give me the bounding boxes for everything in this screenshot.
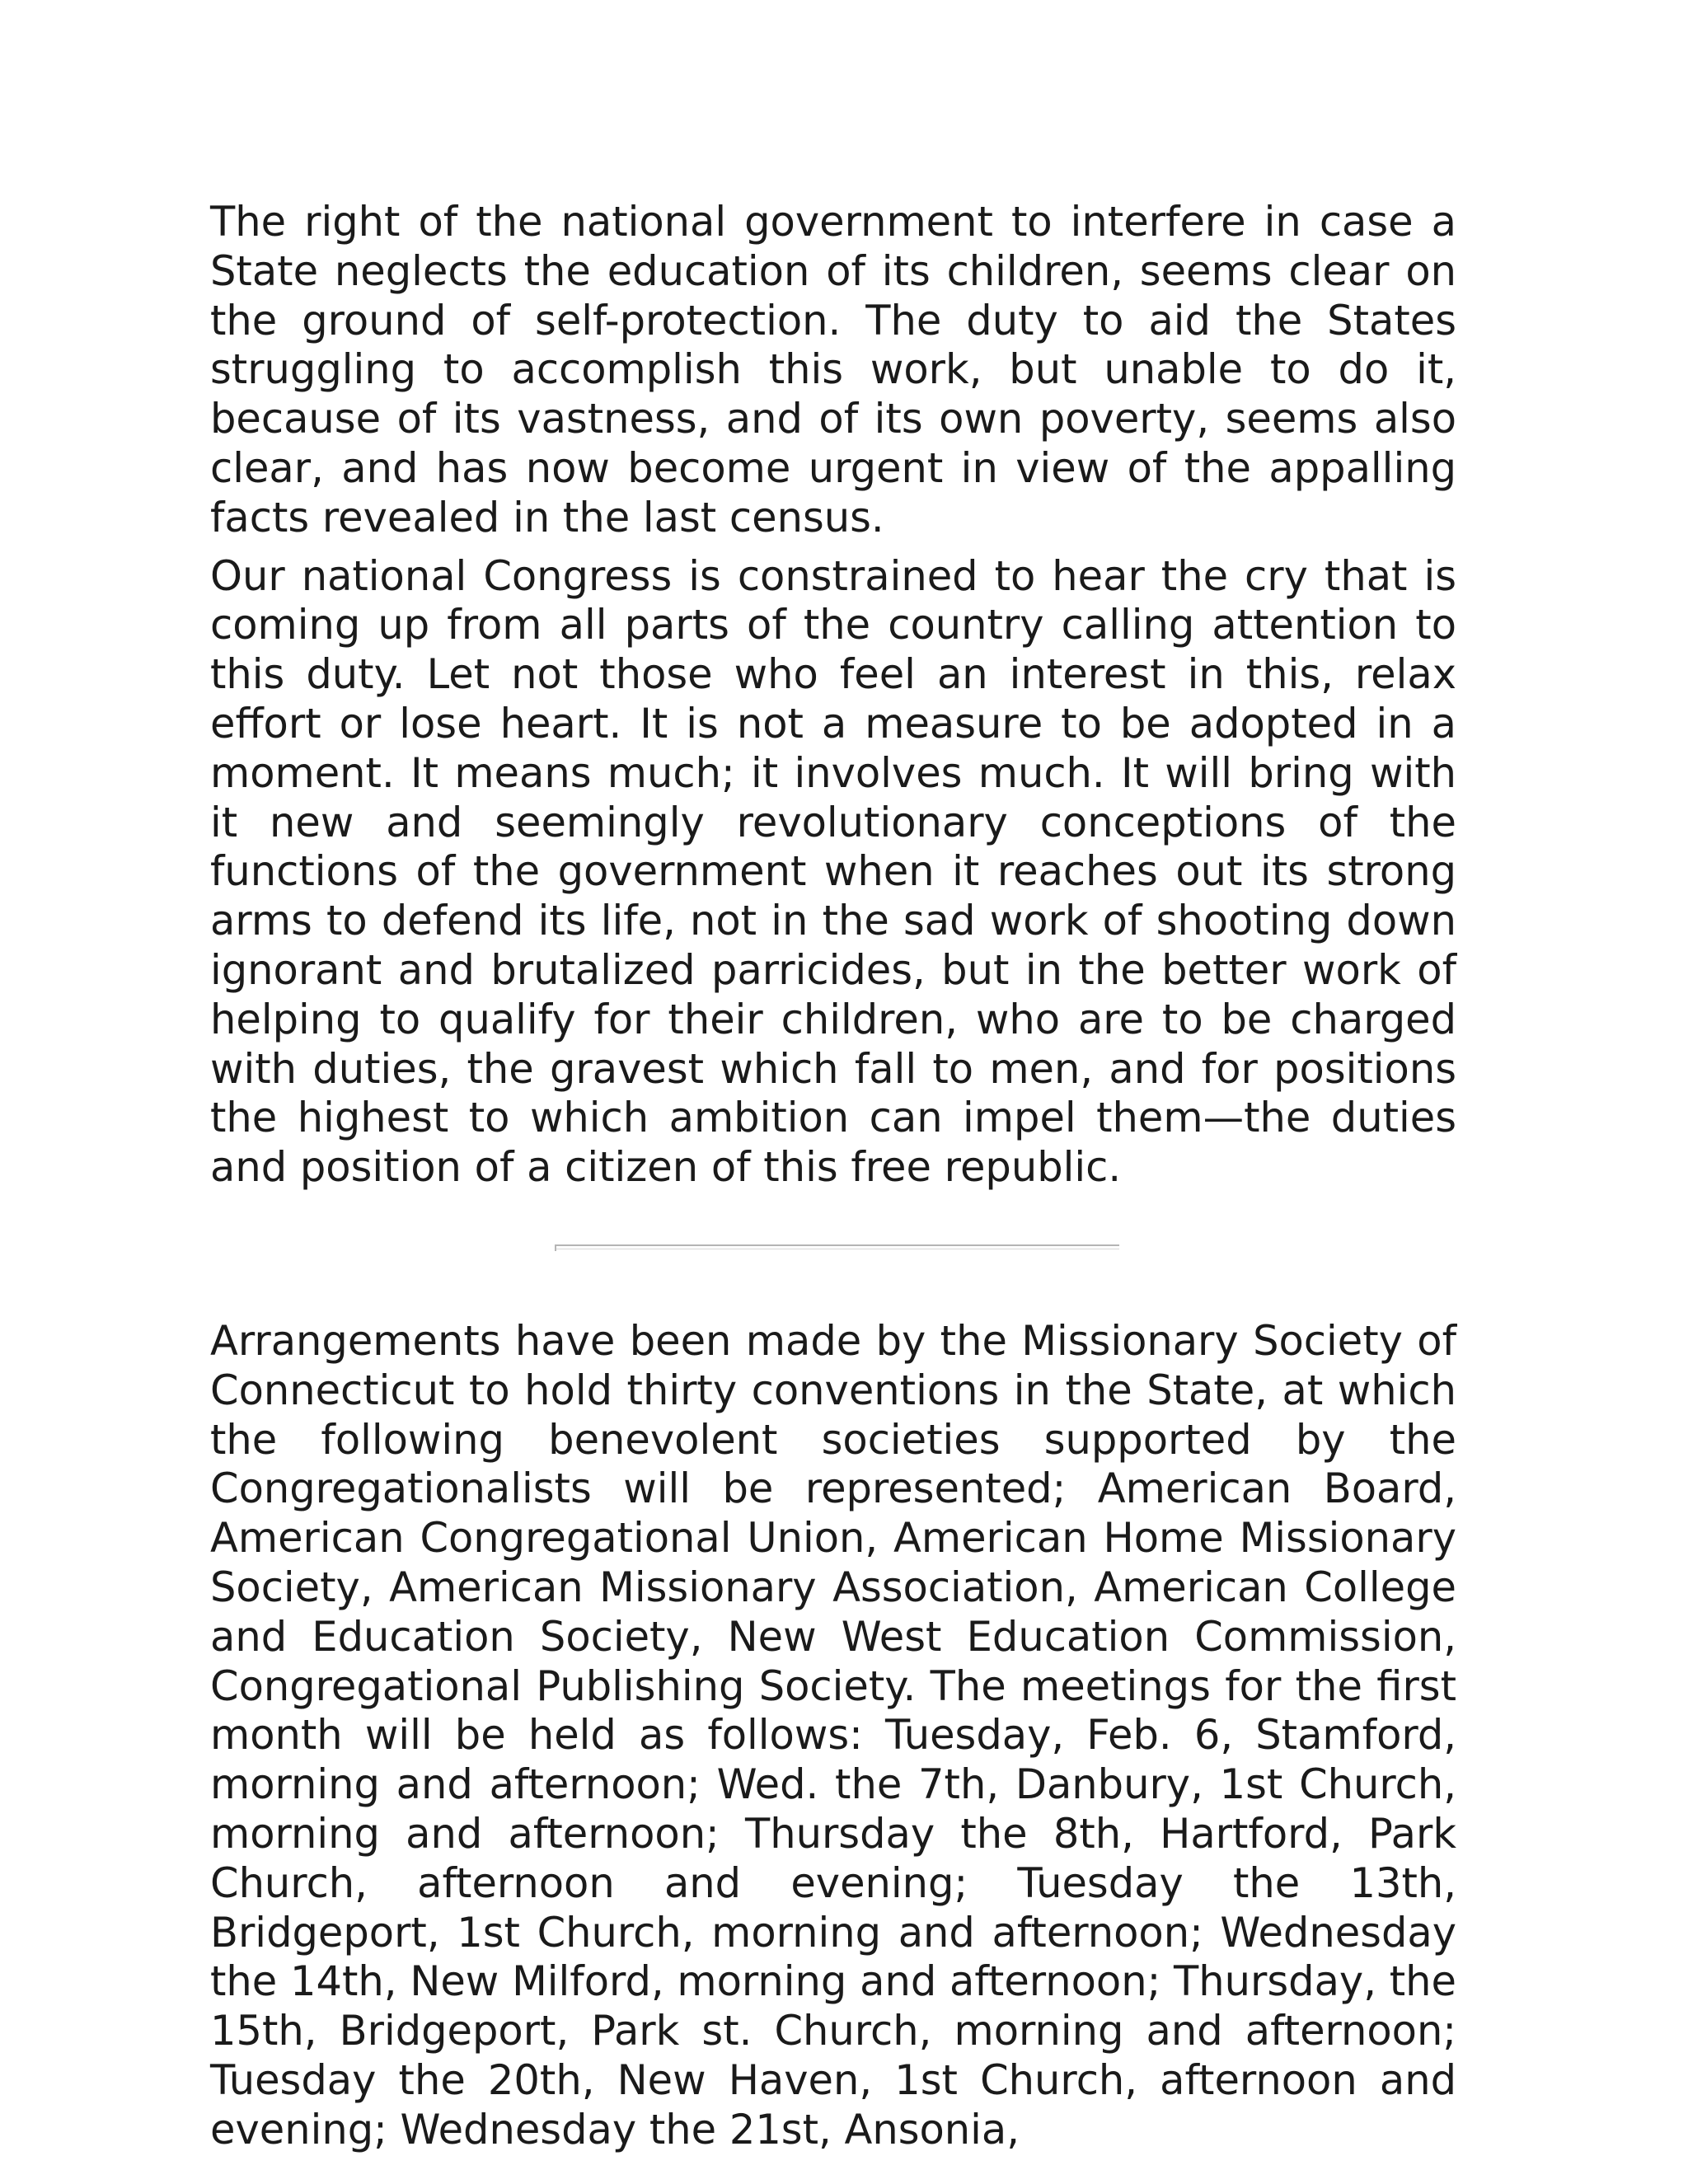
paragraph-education-right: The right of the national government to interfere in case a State neglects the education of its children, seems clear on the ground of self-protection. The duty to aid the States struggling to accomplish this work, but unable to do it, because of its vastness, and of its own poverty, seems also clear, and has now become urgent in view of the appalling facts revealed in the last census. xyxy=(210,198,1456,541)
document-page xyxy=(210,198,1456,2163)
section-divider xyxy=(210,1202,1456,1317)
paragraph-missionary-conventions: Arrangements have been made by the Missionary Society of Connecticut to hold thirty conventions in the State, at which the following benevolent societies supported by the Congregationalists will be represented; American Board, American Congregational Union, American Home Missionary Society, American Missionary Association, American College and Education Society, New West Education Commission, Congregational Publishing Society. The meetings for the first month will be held as follows: Tuesday, Feb. 6, Stamford, morning and afternoon; Wed. the 7th, Danbury, 1st Church, morning and afternoon; Thursday the 8th, Hartford, Park Church, afternoon and evening; Tuesday the 13th, Bridgeport, 1st Church, morning and afternoon; Wednesday the 14th, New Milford, morning and afternoon; Thursday, the 15th, Bridgeport, Park st. Church, morning and afternoon; Tuesday the 20th, New Haven, 1st Church, afternoon and evening; Wednesday the 21st, Ansonia, xyxy=(210,1316,1456,2154)
horizontal-rule xyxy=(555,1244,1119,1249)
paragraph-congress-duty: Our national Congress is constrained to hear the cry that is coming up from all parts of the country calling attention to this duty. Let not those who feel an interest in this, relax effort or lose heart. It is not a measure to be adopted in a moment. It means much; it involves much. It will bring with it new and seemingly revolutionary conceptions of the functions of the government when it reaches out its strong arms to defend its life, not in the sad work of shooting down ignorant and brutalized parricides, but in the better work of helping to qualify for their children, who are to be charged with duties, the gravest which fall to men, and for positions the highest to which ambition can impel them—the duties and position of a citizen of this free republic. xyxy=(210,551,1456,1192)
